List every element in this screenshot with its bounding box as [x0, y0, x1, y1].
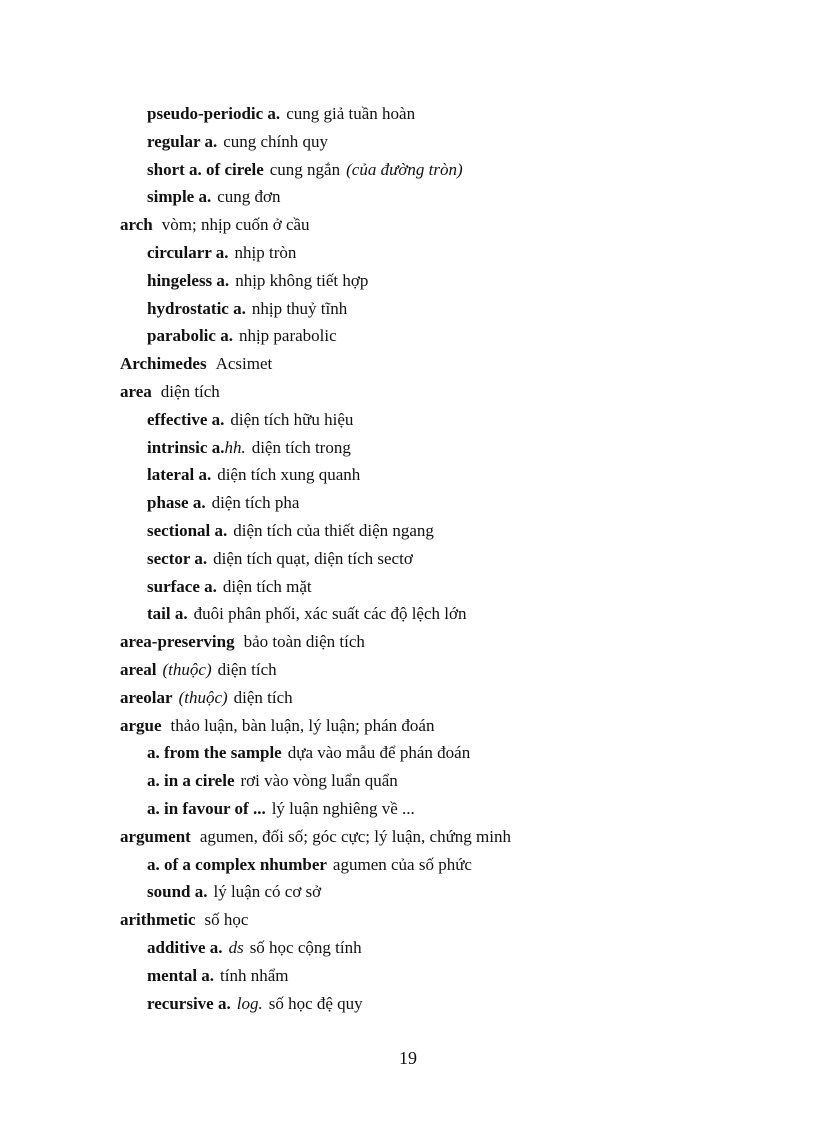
entry-note: (của đường tròn) — [346, 159, 463, 179]
page-number: 19 — [399, 1048, 417, 1068]
subentry — [0, 489, 816, 517]
entry-definition: số học — [204, 910, 249, 930]
subentry — [0, 434, 816, 462]
headword-entry — [0, 656, 816, 684]
subentry — [0, 322, 816, 350]
entry-definition: nhịp không tiết hợp — [235, 270, 369, 290]
headword-entry — [0, 823, 816, 851]
entry-term: hydrostatic a. — [147, 298, 246, 318]
entry-term: lateral a. — [147, 465, 212, 485]
entry-term: phase a. — [147, 493, 206, 513]
entry-term: arithmetic — [120, 910, 196, 930]
dictionary-entries — [0, 100, 816, 1017]
subentry — [0, 517, 816, 545]
entry-definition: vòm; nhịp cuốn ở cầu — [161, 215, 310, 235]
subentry — [0, 295, 816, 323]
subentry — [0, 573, 816, 601]
headword-entry — [0, 628, 816, 656]
entry-term: parabolic a. — [147, 326, 233, 346]
entry-term: areal — [120, 659, 157, 679]
entry-definition: diện tích của thiết diện ngang — [233, 520, 434, 540]
entry-definition: nhịp tròn — [234, 242, 297, 262]
entry-field-label: (thuộc) — [162, 659, 212, 679]
entry-definition: dựa vào mẫu để phán đoán — [287, 743, 471, 763]
subentry — [0, 156, 816, 184]
entry-definition: agumen của số phức — [332, 854, 472, 874]
subentry — [0, 851, 816, 879]
entry-term: sector a. — [147, 548, 208, 568]
entry-term: hingeless a. — [147, 270, 230, 290]
entry-term: circularr a. — [147, 242, 229, 262]
entry-definition: cung đơn — [217, 187, 281, 207]
entry-term: area — [120, 381, 152, 401]
entry-term: effective a. — [147, 409, 225, 429]
entry-term: additive a. — [147, 937, 223, 957]
entry-term: regular a. — [147, 131, 218, 151]
entry-definition: rơi vào vòng luẩn quẩn — [240, 771, 398, 791]
entry-definition: bảo toàn diện tích — [243, 632, 365, 652]
entry-term: intrinsic a. — [147, 437, 225, 457]
entry-definition: diện tích trong — [251, 437, 351, 457]
subentry — [0, 962, 816, 990]
entry-term: simple a. — [147, 187, 212, 207]
headword-entry — [0, 712, 816, 740]
entry-definition: nhịp parabolic — [238, 326, 337, 346]
subentry — [0, 461, 816, 489]
entry-term: mental a. — [147, 965, 215, 985]
entry-term: areolar — [120, 687, 173, 707]
subentry — [0, 934, 816, 962]
headword-entry — [0, 350, 816, 378]
entry-term: a. in a cirele — [147, 771, 235, 791]
entry-term: tail a. — [147, 604, 188, 624]
headword-entry — [0, 684, 816, 712]
entry-definition: diện tích xung quanh — [217, 465, 361, 485]
entry-term: recursive a. — [147, 993, 231, 1013]
entry-term: pseudo-periodic a. — [147, 104, 281, 123]
entry-field-label: log. — [236, 993, 263, 1013]
entry-definition: diện tích quạt, diện tích sectơ — [213, 548, 413, 568]
entry-definition: diện tích — [160, 381, 220, 401]
subentry — [0, 128, 816, 156]
subentry — [0, 100, 816, 128]
subentry — [0, 239, 816, 267]
subentry — [0, 767, 816, 795]
entry-definition: số học cộng tính — [249, 937, 362, 957]
entry-definition: diện tích — [217, 659, 277, 679]
subentry — [0, 795, 816, 823]
entry-field-label: hh. — [224, 437, 246, 457]
entry-definition: Acsimet — [215, 354, 273, 374]
entry-definition: lý luận nghiêng về ... — [271, 798, 415, 818]
entry-term: a. in favour of ... — [147, 798, 266, 818]
entry-definition: cung ngắn — [269, 159, 341, 179]
entry-definition: thảo luận, bàn luận, lý luận; phán đoán — [170, 715, 435, 735]
entry-term: short a. of cirele — [147, 159, 264, 179]
entry-term: arch — [120, 215, 153, 235]
subentry — [0, 990, 816, 1018]
entry-term: argument — [120, 826, 191, 846]
entry-term: surface a. — [147, 576, 217, 596]
subentry — [0, 600, 816, 628]
headword-entry — [0, 211, 816, 239]
entry-definition: nhịp thuỷ tĩnh — [251, 298, 348, 318]
entry-definition: cung chính quy — [223, 131, 329, 151]
entry-term: a. from the sample — [147, 743, 282, 763]
subentry — [0, 406, 816, 434]
entry-field-label: (thuộc) — [178, 687, 228, 707]
subentry — [0, 183, 816, 211]
entry-definition: agumen, đối số; góc cực; lý luận, chứng minh — [199, 826, 511, 846]
subentry — [0, 545, 816, 573]
entry-definition: cung giả tuần hoàn — [286, 104, 416, 123]
entry-definition: diện tích — [233, 687, 293, 707]
entry-term: sound a. — [147, 882, 208, 902]
entry-definition: số học đệ quy — [268, 993, 363, 1013]
subentry — [0, 878, 816, 906]
entry-term: area-preserving — [120, 632, 235, 652]
entry-definition: diện tích hữu hiệu — [230, 409, 354, 429]
entry-term: sectional a. — [147, 520, 228, 540]
entry-term: a. of a complex nhumber — [147, 854, 327, 874]
entry-definition: lý luận có cơ sở — [213, 882, 322, 902]
headword-entry — [0, 906, 816, 934]
entry-definition: diện tích mặt — [222, 576, 312, 596]
entry-term: Archimedes — [120, 354, 207, 374]
subentry — [0, 739, 816, 767]
entry-field-label: ds — [228, 937, 244, 957]
entry-definition: đuôi phân phối, xác suất các độ lệch lớn — [193, 604, 467, 624]
entry-definition: diện tích pha — [211, 493, 300, 513]
headword-entry — [0, 378, 816, 406]
entry-term: argue — [120, 715, 162, 735]
entry-definition: tính nhẩm — [220, 965, 289, 985]
subentry — [0, 267, 816, 295]
